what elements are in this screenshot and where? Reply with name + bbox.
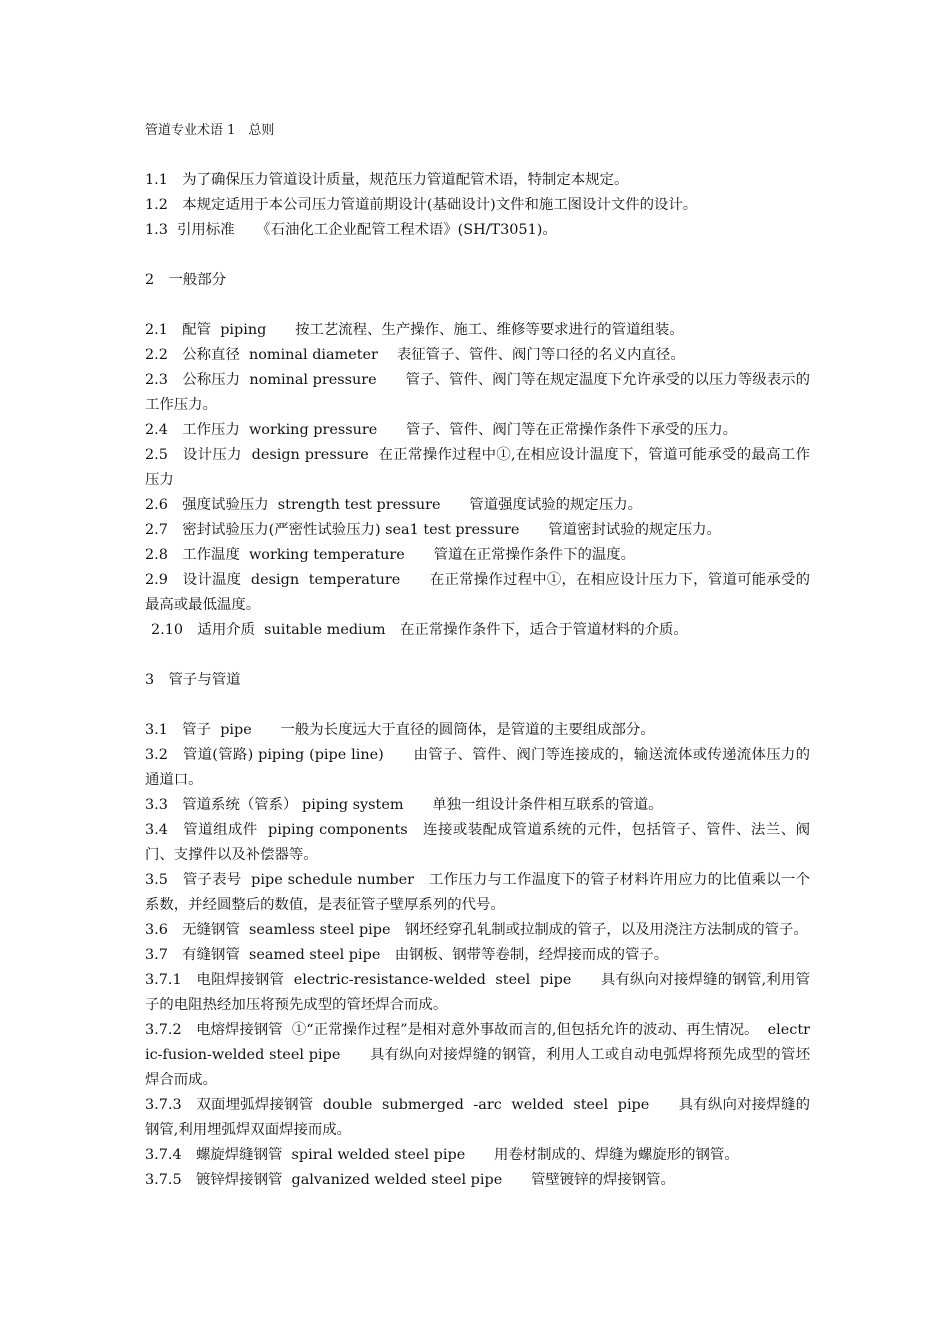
clause-1-3: 1.3 引用标准 《石油化工企业配管工程术语》(SH/T3051)。 bbox=[145, 222, 557, 238]
clause-3-2: 3.2 管道(管路) piping (pipe line) 由管子、管件、阀门等连接成的，输送流体或传递流体压力的通道口。 bbox=[145, 747, 810, 788]
spacer bbox=[145, 293, 810, 318]
clause-2-4: 2.4 工作压力 working pressure 管子、管件、阀门等在正常操作条件下承受的压力。 bbox=[145, 422, 738, 438]
clause-3-3: 3.3 管道系统（管系） piping system 单独一组设计条件相互联系的管道。 bbox=[145, 797, 663, 813]
section-heading-3: 3 管子与管道 bbox=[145, 672, 241, 688]
clause-2-6: 2.6 强度试验压力 strength test pressure 管道强度试验的规定压力。 bbox=[145, 497, 642, 513]
clause-1-1: 1.1 为了确保压力管道设计质量，规范压力管道配管术语，特制定本规定。 bbox=[145, 172, 629, 188]
clause-3-4: 3.4 管道组成件 piping components 连接或装配成管道系统的元件，包括管子、管件、法兰、阀门、支撑件以及补偿器等。 bbox=[145, 822, 810, 863]
spacer bbox=[145, 143, 810, 168]
clause-3-7-5: 3.7.5 镀锌焊接钢管 galvanized welded steel pipe 管壁镀锌的焊接钢管。 bbox=[145, 1172, 675, 1188]
clause-3-7-4: 3.7.4 螺旋焊缝钢管 spiral welded steel pipe 用卷材制成的、焊缝为螺旋形的钢管。 bbox=[145, 1147, 739, 1163]
clause-3-7-3: 3.7.3 双面埋弧焊接钢管 double submerged -arc welded steel pipe 具有纵向对接焊缝的钢管,利用埋弧焊双面焊接而成。 bbox=[145, 1097, 810, 1138]
document-page bbox=[145, 118, 810, 1193]
document-title: 管道专业术语 1 总则 bbox=[145, 123, 275, 138]
clause-3-7-2: 3.7.2 电熔焊接钢管 ①“正常操作过程”是相对意外事故而言的,但包括允许的波动、再生情况。 electric-fusion-welded steel pipe 具有纵向对接焊缝的钢管，利用人工或自动电弧焊将预先成型的管坯焊合而成。 bbox=[145, 1022, 810, 1088]
clause-1-2: 1.2 本规定适用于本公司压力管道前期设计(基础设计)文件和施工图设计文件的设计。 bbox=[145, 197, 698, 213]
clause-2-8: 2.8 工作温度 working temperature 管道在正常操作条件下的温度。 bbox=[145, 547, 636, 563]
clause-2-3: 2.3 公称压力 nominal pressure 管子、管件、阀门等在规定温度下允许承受的以压力等级表示的工作压力。 bbox=[145, 372, 810, 413]
clause-3-7: 3.7 有缝钢管 seamed steel pipe 由钢板、钢带等卷制，经焊接而成的管子。 bbox=[145, 947, 669, 963]
clause-3-7-1: 3.7.1 电阻焊接钢管 electric-resistance-welded steel pipe 具有纵向对接焊缝的钢管,利用管子的电阻热经加压将预先成型的管坯焊合而成。 bbox=[145, 972, 810, 1013]
clause-2-1: 2.1 配管 piping 按工艺流程、生产操作、施工、维修等要求进行的管道组装。 bbox=[145, 322, 684, 338]
clause-3-6: 3.6 无缝钢管 seamless steel pipe 钢坯经穿孔轧制或拉制成的管子，以及用浇注方法制成的管子。 bbox=[145, 922, 808, 938]
clause-3-1: 3.1 管子 pipe 一般为长度远大于直径的圆筒体，是管道的主要组成部分。 bbox=[145, 722, 655, 738]
clause-2-9: 2.9 设计温度 design temperature 在正常操作过程中①，在相应设计压力下，管道可能承受的最高或最低温度。 bbox=[145, 572, 810, 613]
spacer bbox=[145, 693, 810, 718]
clause-2-5: 2.5 设计压力 design pressure 在正常操作过程中①,在相应设计温度下，管道可能承受的最高工作压力 bbox=[145, 447, 810, 488]
spacer bbox=[145, 643, 810, 668]
spacer bbox=[145, 243, 810, 268]
section-heading-2: 2 一般部分 bbox=[145, 272, 227, 288]
clause-2-7: 2.7 密封试验压力(严密性试验压力) sea1 test pressure 管道密封试验的规定压力。 bbox=[145, 522, 721, 538]
clause-2-10: 2.10 适用介质 suitable medium 在正常操作条件下，适合于管道材料的介质。 bbox=[151, 622, 688, 638]
clause-2-2: 2.2 公称直径 nominal diameter 表征管子、管件、阀门等口径的名义内直径。 bbox=[145, 347, 685, 363]
clause-3-5: 3.5 管子表号 pipe schedule number 工作压力与工作温度下的管子材料许用应力的比值乘以一个系数，并经圆整后的数值，是表征管子壁厚系列的代号。 bbox=[145, 872, 810, 913]
